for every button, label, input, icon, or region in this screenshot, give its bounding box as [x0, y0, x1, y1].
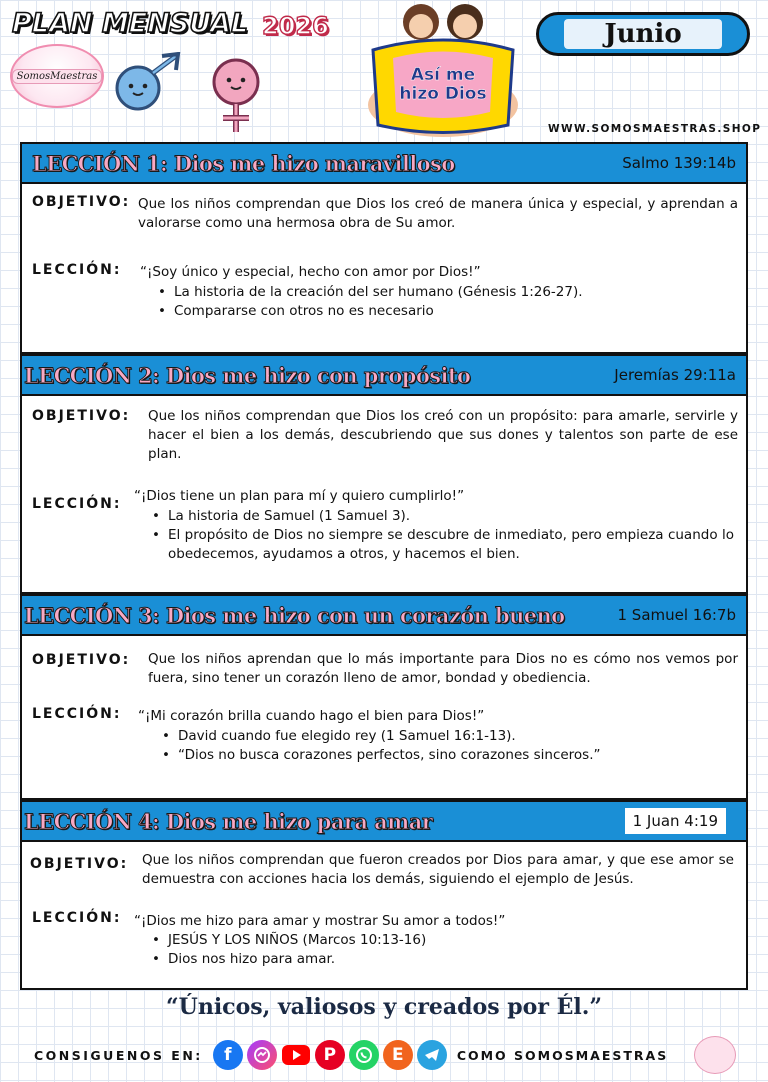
plan-title: PLAN MENSUAL — [12, 8, 249, 39]
lesson-2-objective: Que los niños comprendan que Dios los creó con un propósito: para amarle, servirle y hacer el bien a los demás, descubriendo que sus dones y talentos son parte de ese plan. — [148, 408, 738, 462]
male-symbol-icon — [108, 52, 188, 118]
lesson-4-body — [20, 840, 748, 990]
brand-mini-logo — [694, 1036, 736, 1074]
lesson-3-body — [20, 634, 748, 800]
objective-label: OBJETIVO: — [32, 194, 131, 210]
hero-logo — [343, 0, 543, 140]
lesson-4-bullets — [152, 931, 712, 969]
telegram-icon[interactable] — [417, 1040, 447, 1070]
youtube-icon[interactable] — [281, 1040, 311, 1070]
list-item: • “Dios no busca corazones perfectos, sino corazones sinceros.” — [162, 746, 722, 765]
lesson-4-title: LECCIÓN 4: Dios me hizo para amar — [24, 808, 433, 834]
lesson-2-reference: Jeremías 29:11a — [614, 366, 736, 384]
list-item: • JESÚS Y LOS NIÑOS (Marcos 10:13-16) — [152, 931, 712, 950]
female-symbol-icon — [196, 54, 276, 140]
list-item: • La historia de Samuel (1 Samuel 3). — [152, 507, 734, 526]
lesson-1-reference: Salmo 139:14b — [622, 154, 736, 172]
list-item: • Dios nos hizo para amar. — [152, 950, 712, 969]
brand-logo — [10, 44, 104, 108]
objective-label: OBJETIVO: — [32, 408, 131, 424]
lesson-1-header — [20, 142, 748, 184]
social-label: CONSIGUENOS EN: — [34, 1047, 203, 1063]
lesson-4 — [20, 800, 748, 990]
lesson-label: LECCIÓN: — [32, 262, 122, 278]
social-bar — [34, 1040, 668, 1070]
lesson-label: LECCIÓN: — [32, 910, 122, 926]
slogan: “Únicos, valiosos y creados por Él.” — [165, 994, 603, 1020]
objective-label: OBJETIVO: — [32, 652, 131, 668]
lesson-3-reference: 1 Samuel 16:7b — [617, 606, 736, 624]
messenger-icon[interactable] — [247, 1040, 277, 1070]
lesson-3-quote: “¡Mi corazón brilla cuando hago el bien para Dios!” — [138, 708, 485, 724]
lesson-1 — [20, 142, 748, 354]
social-handle: COMO SOMOSMAESTRAS — [456, 1047, 669, 1063]
lesson-3-header — [20, 594, 748, 636]
brand-logo-text: SomosMaestras — [12, 69, 103, 84]
website-url: WWW.SOMOSMAESTRAS.SHOP — [548, 123, 762, 135]
lesson-label: LECCIÓN: — [32, 496, 122, 512]
list-item: • Compararse con otros no es necesario — [158, 302, 718, 321]
month-badge — [536, 12, 750, 56]
lesson-3-objective: Que los niños aprendan que lo más importante para Dios no es cómo nos vemos por fuera, sino tener un corazón lleno de amor, bondad y obediencia. — [148, 651, 738, 686]
list-item: • El propósito de Dios no siempre se descubre de inmediato, pero empieza cuando lo obedecemos, ayudamos a otros, y hacemos el bien. — [152, 526, 734, 564]
etsy-icon[interactable]: E — [383, 1040, 413, 1070]
lesson-1-bullets — [158, 283, 718, 321]
facebook-icon[interactable]: f — [213, 1040, 243, 1070]
lesson-4-quote: “¡Dios me hizo para amar y mostrar Su amor a todos!” — [134, 913, 506, 929]
lesson-4-objective: Que los niños comprendan que fueron creados por Dios para amar, y que ese amor se demuestra con acciones hacia los demás, siguiendo el ejemplo de Jesús. — [142, 852, 734, 887]
year-label: 2026 — [262, 12, 329, 40]
lesson-4-header — [20, 800, 748, 842]
lesson-1-body — [20, 182, 748, 354]
month-label: Junio — [564, 19, 721, 49]
lesson-2 — [20, 354, 748, 594]
lesson-2-quote: “¡Dios tiene un plan para mí y quiero cumplirlo!” — [134, 488, 465, 504]
whatsapp-icon[interactable] — [349, 1040, 379, 1070]
objective-label: OBJETIVO: — [30, 856, 129, 872]
lesson-2-header — [20, 354, 748, 396]
lesson-3 — [20, 594, 748, 800]
list-item: • David cuando fue elegido rey (1 Samuel 16:1-13). — [162, 727, 722, 746]
lesson-3-title: LECCIÓN 3: Dios me hizo con un corazón bueno — [24, 602, 565, 628]
lesson-1-title: LECCIÓN 1: Dios me hizo maravilloso — [32, 150, 455, 176]
lesson-4-reference: 1 Juan 4:19 — [625, 808, 726, 834]
lesson-1-quote: “¡Soy único y especial, hecho con amor por Dios!” — [140, 264, 481, 280]
pinterest-icon[interactable]: P — [315, 1040, 345, 1070]
lesson-1-objective: Que los niños comprendan que Dios los creó de manera única y especial, y aprendan a valorarse como una hermosa obra de Su amor. — [138, 196, 738, 231]
lesson-3-bullets — [162, 727, 722, 765]
list-item: • La historia de la creación del ser humano (Génesis 1:26-27). — [158, 283, 718, 302]
lesson-2-body — [20, 394, 748, 594]
lesson-2-bullets — [152, 507, 734, 564]
lesson-2-title: LECCIÓN 2: Dios me hizo con propósito — [24, 362, 471, 388]
lesson-label: LECCIÓN: — [32, 706, 122, 722]
hero-logo-text: Así me hizo Dios — [399, 65, 487, 104]
